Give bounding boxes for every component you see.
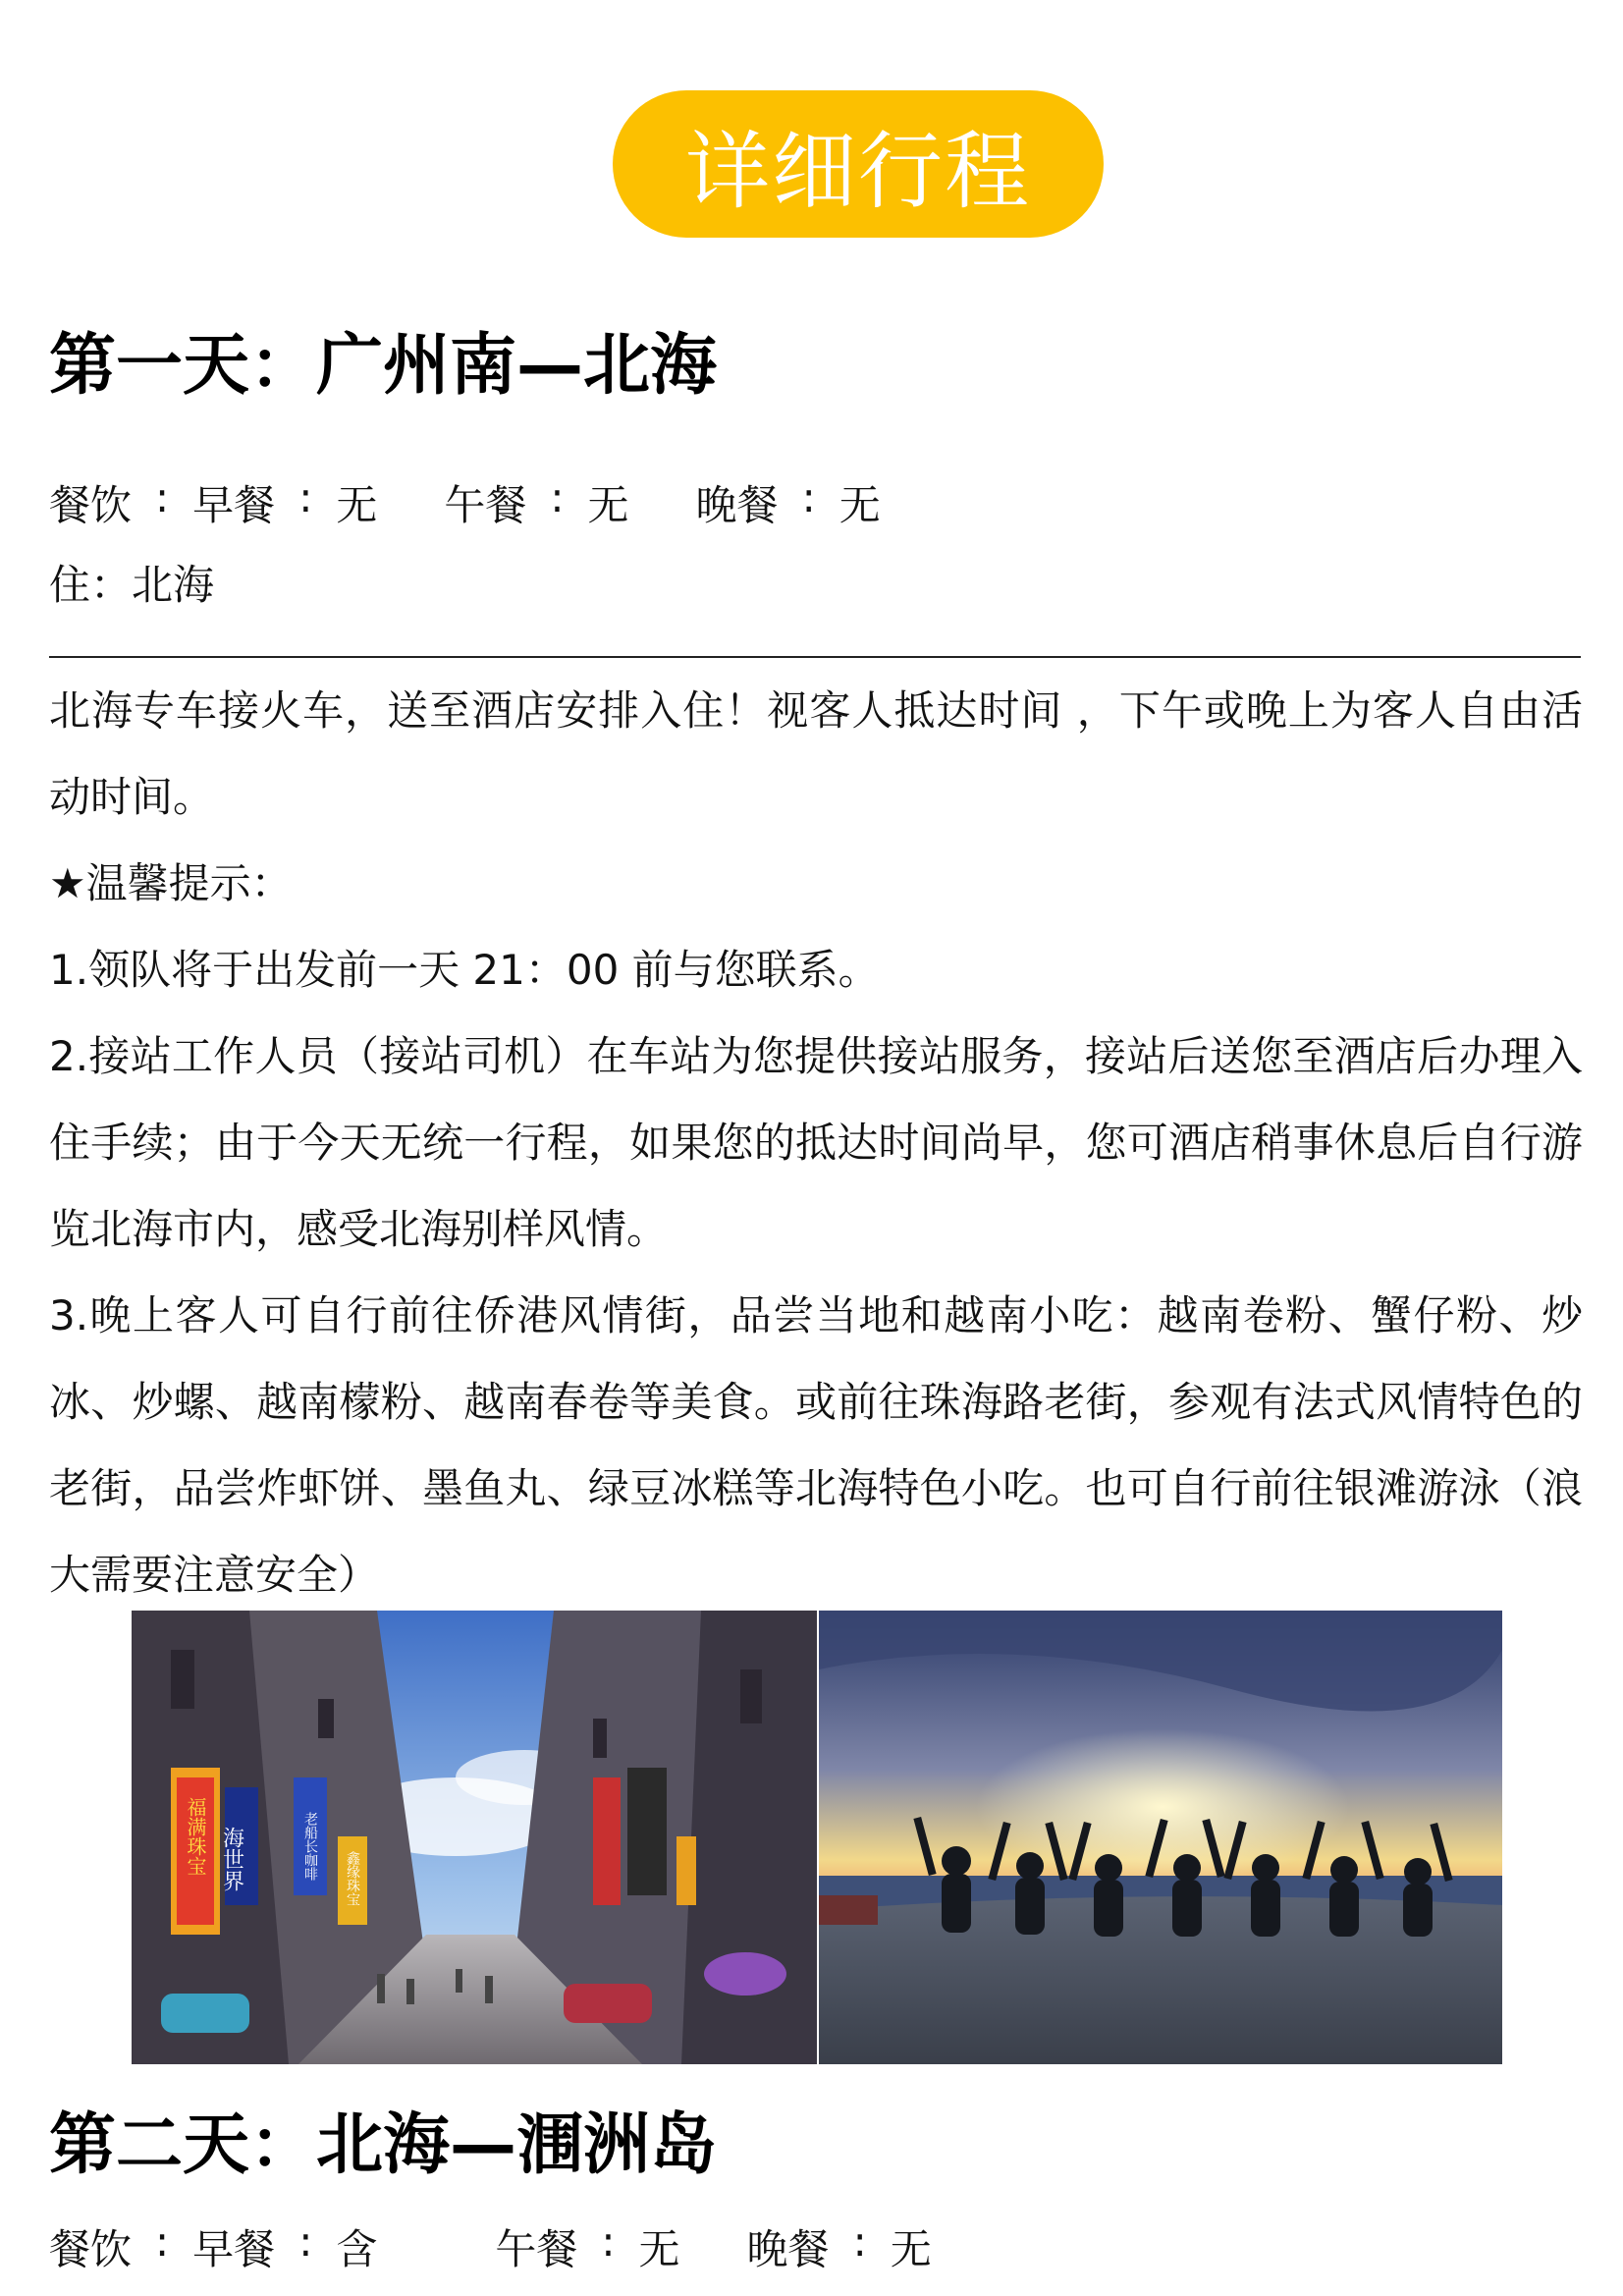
day2-heading: 第二天：北海—涠洲岛: [49, 2106, 718, 2184]
meals-label: 餐饮: [49, 481, 133, 529]
breakfast-value: 无: [336, 481, 378, 529]
dinner-item: 晚餐 : 无: [747, 2217, 932, 2276]
dinner-label: 晚餐: [695, 481, 779, 529]
lunch-value: 无: [638, 2225, 680, 2273]
tip-item-2: 2.接站工作人员（接站司机）在车站为您提供接站服务，接站后送您至酒店后办理入住手续；由于今天无统一行程，如果您的抵达时间尚早，您可酒店稍事休息后自行游览北海市内，感受北海别样风情。: [49, 1032, 1583, 1253]
old-street-illustration: [132, 1611, 817, 2064]
dinner-value: 无: [890, 2225, 932, 2273]
dinner-label: 晚餐: [746, 2225, 830, 2273]
section-divider: [49, 656, 1581, 658]
breakfast-label: 早餐: [192, 481, 276, 529]
breakfast-item: 早餐 : 无: [192, 473, 377, 532]
day1-description: [49, 668, 1583, 1618]
lunch-item: 午餐 : 无: [444, 473, 628, 532]
sign-jewelry-2: 鑫缘珠宝: [345, 1851, 360, 1906]
meals-label: 餐饮: [49, 2225, 133, 2273]
sign-jewelry: 福满珠宝: [184, 1797, 207, 1876]
beach-sunset-photo: [819, 1611, 1502, 2064]
tip-heading: ★温馨提示：: [49, 859, 293, 907]
sign-hai-shi-jie: 海世界: [219, 1827, 244, 1891]
sign-coffee: 老船长咖啡: [302, 1812, 318, 1881]
dinner-item: 晚餐 : 无: [696, 473, 881, 532]
description-paragraph: 北海专车接火车，送至酒店安排入住！视客人抵达时间 ，下午或晚上为客人自由活动时间。: [49, 686, 1583, 821]
breakfast-value: 含: [336, 2225, 378, 2273]
dinner-value: 无: [839, 481, 881, 529]
beach-sunset-illustration: [819, 1611, 1502, 2064]
lunch-label: 午餐: [495, 2225, 578, 2273]
day1-meals-row: [49, 473, 881, 532]
day1-stay: 住：北海: [49, 561, 215, 609]
meals-label-item: 餐饮 :: [49, 473, 192, 532]
itinerary-title-badge: [613, 90, 1104, 238]
lunch-item: 午餐 : 无: [495, 2217, 679, 2276]
lunch-label: 午餐: [444, 481, 527, 529]
day2-meals-row: [49, 2217, 932, 2276]
breakfast-item: 早餐 : 含: [192, 2217, 377, 2276]
tip-item-3: 3.晚上客人可自行前往侨港风情街，品尝当地和越南小吃：越南卷粉、蟹仔粉、炒冰、炒螺、越南檬粉、越南春卷等美食。或前往珠海路老街，参观有法式风情特色的老街，品尝炸虾饼、墨鱼丸、绿豆冰糕等北海特色小吃。也可自行前往银滩游泳（浪大需要注意安全）: [49, 1291, 1583, 1599]
day1-heading: 第一天：广州南—北海: [49, 327, 718, 405]
tip-item-1: 1.领队将于出发前一天 21：00 前与您联系。: [49, 946, 880, 994]
meals-label-item: 餐饮 :: [49, 2217, 192, 2276]
lunch-value: 无: [587, 481, 629, 529]
itinerary-title: 详细行程: [685, 123, 1031, 221]
old-street-photo: [132, 1611, 817, 2064]
breakfast-label: 早餐: [192, 2225, 276, 2273]
